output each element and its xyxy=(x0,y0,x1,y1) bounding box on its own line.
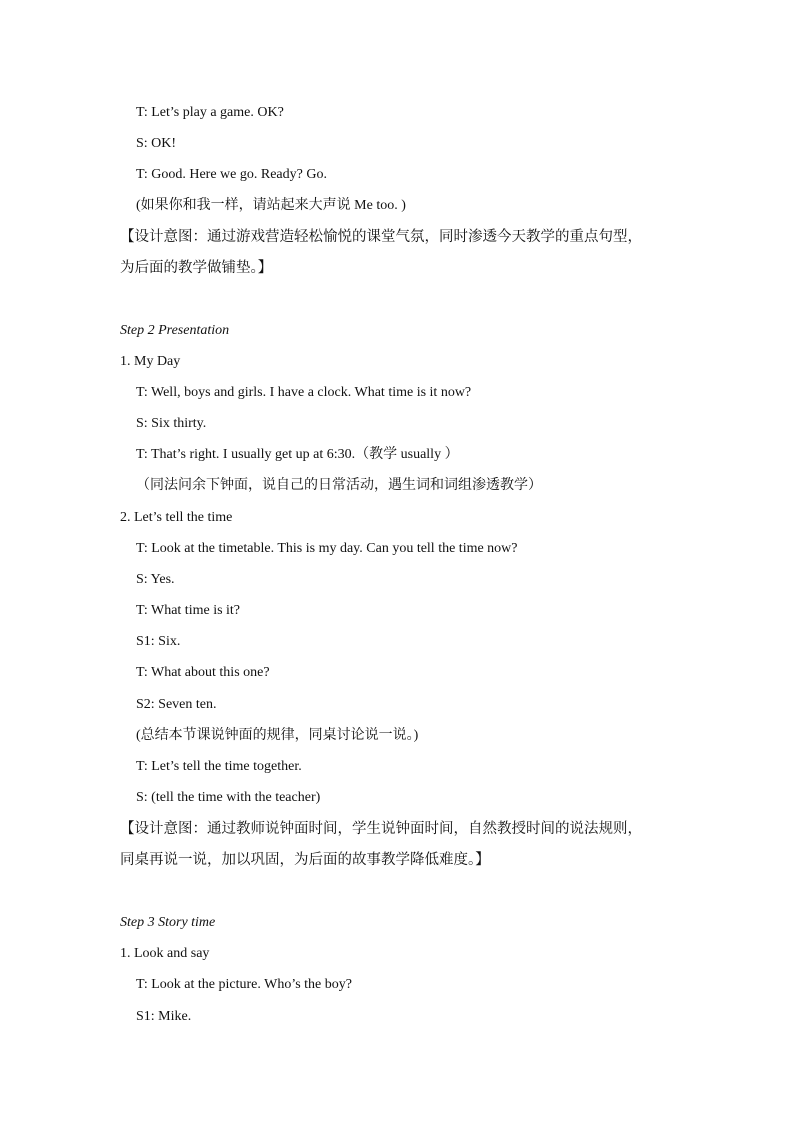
design-intent-note: 【设计意图：通过游戏营造轻松愉悦的课堂气氛，同时渗透今天教学的重点句型， xyxy=(120,229,642,245)
activity-note: （同法问余下钟面，说自己的日常活动，遇生词和词组渗透教学） xyxy=(136,478,542,493)
step-heading: Step 2 Presentation xyxy=(120,323,230,338)
activity-note: (如果你和我一样，请站起来大声说 Me too. ) xyxy=(136,198,406,213)
activity-note: (总结本节课说钟面的规律，同桌讨论说一说。) xyxy=(136,728,419,743)
dialogue-line: T: That’s right. I usually get up at 6:30.（教学 usually ） xyxy=(136,447,459,462)
dialogue-line: S: OK! xyxy=(136,136,177,151)
design-intent-note: 同桌再说一说，加以巩固，为后面的故事教学降低难度。】 xyxy=(120,852,490,868)
dialogue-line: T: Good. Here we go. Ready? Go. xyxy=(136,167,327,182)
dialogue-line: S2: Seven ten. xyxy=(136,697,217,712)
dialogue-line: S1: Six. xyxy=(136,634,181,649)
dialogue-line: S: Six thirty. xyxy=(136,416,207,431)
dialogue-line: S: (tell the time with the teacher) xyxy=(136,790,321,805)
section-heading: 2. Let’s tell the time xyxy=(120,510,233,525)
dialogue-line: S: Yes. xyxy=(136,572,175,587)
design-intent-note: 为后面的教学做铺垫。】 xyxy=(120,260,273,276)
dialogue-line: S1: Mike. xyxy=(136,1009,192,1024)
dialogue-line: T: Let’s play a game. OK? xyxy=(136,105,284,120)
design-intent-note: 【设计意图：通过教师说钟面时间，学生说钟面时间，自然教授时间的说法规则， xyxy=(120,821,642,837)
dialogue-line: T: What time is it? xyxy=(136,603,241,618)
step-heading: Step 3 Story time xyxy=(120,915,216,930)
dialogue-line: T: Let’s tell the time together. xyxy=(136,759,302,774)
dialogue-line: T: What about this one? xyxy=(136,665,270,680)
section-heading: 1. My Day xyxy=(120,354,181,369)
dialogue-line: T: Look at the timetable. This is my day. Can you tell the time now? xyxy=(136,541,518,556)
dialogue-line: T: Look at the picture. Who’s the boy? xyxy=(136,977,352,992)
section-heading: 1. Look and say xyxy=(120,946,210,961)
dialogue-line: T: Well, boys and girls. I have a clock. What time is it now? xyxy=(136,385,472,400)
